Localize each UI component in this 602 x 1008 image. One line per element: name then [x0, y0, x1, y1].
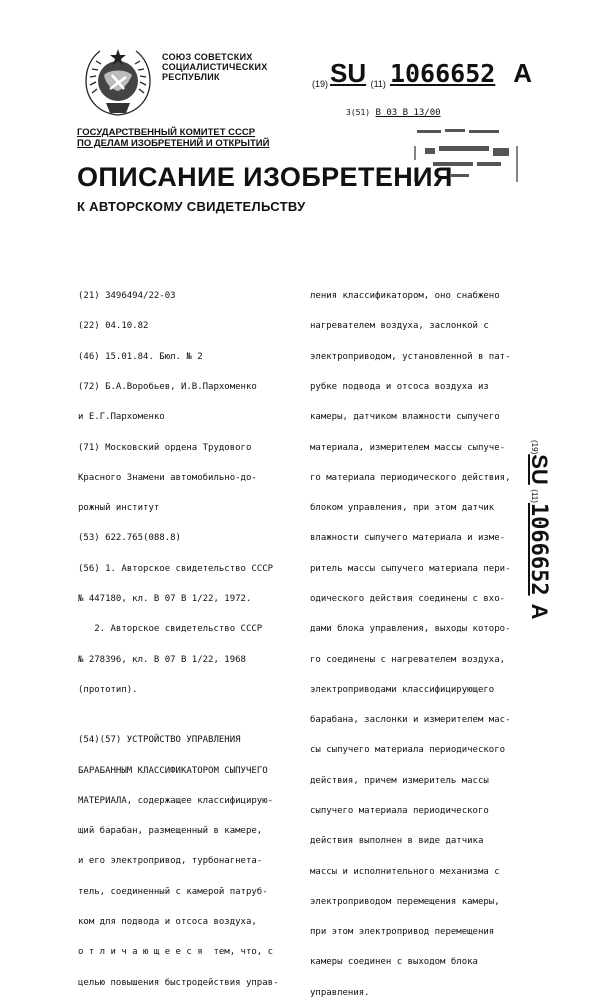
text-line: (46) 15.01.84. Бюл. № 2 — [78, 351, 203, 362]
claim-column — [310, 271, 510, 1008]
state-emblem — [82, 45, 154, 119]
text-line: действия выполнен в виде датчика — [310, 836, 484, 847]
text-line: дами блока управления, выходы которо- — [310, 624, 511, 635]
number-code-label: (11) — [530, 489, 539, 503]
country-code-label: (19) — [530, 440, 539, 455]
text-line: влажности сыпучего материала и изме- — [310, 533, 506, 544]
document-kind: A — [513, 58, 533, 88]
publication-number — [312, 58, 532, 89]
country-code: SU — [330, 58, 367, 88]
text-line: го соединены с нагревателем воздуха, — [310, 654, 506, 665]
committee-line: ПО ДЕЛАМ ИЗОБРЕТЕНИЙ И ОТКРЫТИЙ — [77, 138, 270, 149]
text-line: одического действия соединены с вхо- — [310, 594, 506, 604]
text-line: при этом электропривод перемещения — [310, 927, 495, 938]
country-code: SU — [527, 454, 552, 485]
state-name — [162, 52, 268, 82]
text-line: сыпучего материала периодического — [310, 805, 489, 816]
side-publication-number — [528, 440, 576, 670]
text-line: ком для подвода и отсоса воздуха, — [78, 917, 257, 927]
text-line: рубке подвода и отсоса воздуха из — [310, 382, 489, 393]
text-line: (71) Московский ордена Трудового — [78, 442, 252, 453]
bibliographic-column — [78, 271, 278, 998]
text-line: камеры, датчиком влажности сыпучего — [310, 412, 500, 423]
text-line: камеры соединен с выходом блока — [310, 957, 478, 968]
text-line: (прототип). — [78, 684, 138, 695]
text-line: (72) Б.А.Воробьев, И.В.Пархоменко — [78, 382, 257, 393]
text-line: го материала периодического действия, — [310, 472, 511, 483]
text-line: 2. Авторское свидетельство СССР — [78, 624, 263, 635]
text-line: и Е.Г.Пархоменко — [78, 412, 165, 423]
text-line: БАРАБАННЫМ КЛАССИФИКАТОРОМ СЫПУЧЕГО — [78, 765, 268, 776]
number-code-label: (11) — [370, 79, 386, 89]
text-line: (53) 622.765(088.8) — [78, 533, 181, 544]
text-line: (21) 3496494/22-03 — [78, 291, 176, 302]
ipc-value: B 03 B 13/00 — [375, 108, 441, 118]
state-line: СОЦИАЛИСТИЧЕСКИХ — [162, 62, 268, 72]
text-line: щий барабан, размещенный в камере, — [78, 826, 263, 837]
text-line: сы сыпучего материала периодического — [310, 745, 506, 756]
text-line: рожный институт — [78, 503, 160, 514]
ipc-classification — [346, 108, 441, 118]
text-line: № 278396, кл. B 07 B 1/22, 1968 — [78, 654, 246, 665]
text-line: № 447180, кл. B 07 B 1/22, 1972. — [78, 594, 252, 604]
text-line: электроприводами классифицирующего — [310, 684, 495, 695]
text-line: действия, причем измеритель массы — [310, 775, 489, 786]
text-line: электроприводом перемещения камеры, — [310, 896, 500, 907]
ipc-code-label: 3(51) — [346, 108, 371, 117]
text-line: (22) 04.10.82 — [78, 321, 149, 332]
text-line: нагревателем воздуха, заслонкой с — [310, 321, 489, 332]
text-line: управления. — [310, 987, 370, 998]
text-line: тель, соединенный с камерой патруб- — [78, 886, 268, 897]
document-kind: A — [527, 603, 552, 620]
country-code-label: (19) — [312, 79, 329, 89]
patent-number: 1066652 — [526, 502, 551, 596]
text-line: МАТЕРИАЛА, содержащее классифицирую- — [78, 795, 274, 806]
text-line: ления классификатором, оно снабжено — [310, 291, 500, 302]
text-line: материала, измерителем массы сыпуче- — [310, 442, 506, 453]
text-line: ритель массы сыпучего материала пери- — [310, 563, 511, 574]
text-line: блоком управления, при этом датчик — [310, 503, 495, 514]
patent-number: 1066652 — [389, 59, 496, 88]
text-line: Красного Знамени автомобильно-до- — [78, 472, 257, 483]
committee-line: ГОСУДАРСТВЕННЫЙ КОМИТЕТ СССР — [77, 127, 256, 138]
text-line: о т л и ч а ю щ е е с я тем, что, с — [78, 947, 274, 958]
text-line: барабана, заслонки и измерителем мас- — [310, 715, 511, 726]
document-subtitle: К АВТОРСКОМУ СВИДЕТЕЛЬСТВУ — [77, 199, 306, 214]
text-line: массы и исполнительного механизма с — [310, 866, 500, 877]
state-line: РЕСПУБЛИК — [162, 72, 220, 82]
text-line: и его электропривод, турбонагнета- — [78, 856, 263, 867]
document-title: ОПИСАНИЕ ИЗОБРЕТЕНИЯ — [77, 162, 453, 192]
text-line: электроприводом, установленной в пат- — [310, 351, 511, 362]
text-line: (56) 1. Авторское свидетельство СССР — [78, 563, 274, 574]
text-line: целью повышения быстродействия управ- — [78, 977, 279, 988]
committee-name — [77, 127, 269, 149]
text-line: (54)(57) УСТРОЙСТВО УПРАВЛЕНИЯ — [78, 735, 241, 746]
state-line: СОЮЗ СОВЕТСКИХ — [162, 52, 253, 62]
